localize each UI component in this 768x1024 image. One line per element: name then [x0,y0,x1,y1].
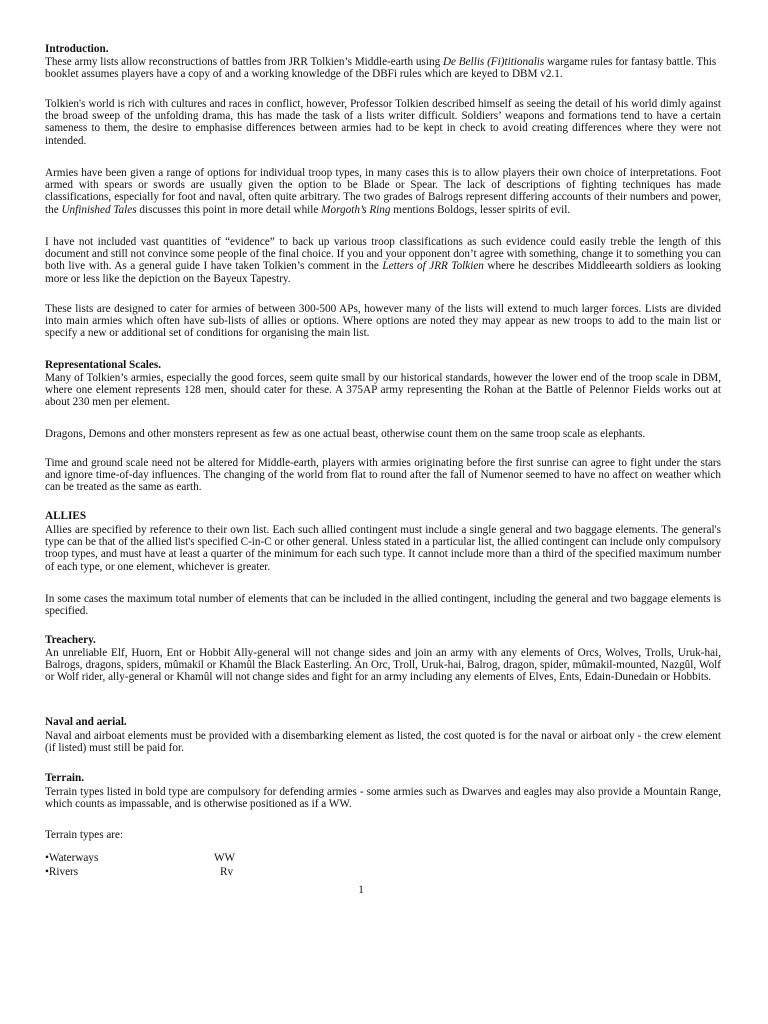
terrain-type-abbr: Rv [220,866,234,878]
naval-paragraph: Naval and airboat elements must be provided with a disembarking element as listed, the cost quoted is for the naval or airboat only - the crew element (if listed) must still be paid for. [45,730,721,755]
scales-paragraph-3: Time and ground scale need not be altered for Middle-earth, players with armies originating before the first sunrise can agree to fight under the stars and ignore time-of-day influences. The changing of the world from flat to round after the fall of Numenor seemed to have no affect on weather which can be treated as the same as earth. [45,457,721,494]
terrain-type-name: •Rivers [45,866,79,878]
representational-scales-heading: Representational Scales. [45,359,162,371]
introduction-heading: Introduction. [45,43,109,55]
terrain-heading: Terrain. [45,772,85,784]
intro-paragraph-4: I have not included vast quantities of “evidence” to back up various troop classifications as such evidence could easily treble the length of this document and still not convince some people of the final choice. If you and your opponent don’t agree with something, change it to something you can both live with. As a general guide I have taken Tolkien’s comment in the Letters of JRR Tolkien where he describes Middleearth soldiers as looking more or less like the depiction on the Bayeux Tapestry. [45,236,721,285]
terrain-type-name: •Waterways [45,852,99,864]
page-number: 1 [358,884,364,896]
terrain-type-abbr: WW [214,852,236,864]
terrain-types-intro: Terrain types are: [45,829,124,841]
treachery-paragraph: An unreliable Elf, Huorn, Ent or Hobbit Ally-general will not change sides and join an army with any elements of Orcs, Wolves, Trolls, Uruk-hai, Balrogs, dragons, spiders, mûmakil or Khamûl the Black Easterling. An Orc, Troll, Uruk-hai, Balrog, dragon, spider, mûmakil-mounted, Nazgûl, Wolf or Wolf rider, ally-general or Khamûl will not change sides and fight for an army including any elements of Elves, Ents, Edain-Dunedain or Hobbits. [45,647,721,684]
scales-paragraph-2: Dragons, Demons and other monsters represent as few as one actual beast, otherwise count them on the same troop scale as elephants. [45,428,646,440]
allies-paragraph-2: In some cases the maximum total number of elements that can be included in the allied contingent, including the general and two baggage elements is specified. [45,593,721,618]
terrain-paragraph: Terrain types listed in bold type are compulsory for defending armies - some armies such as Dwarves and eagles may also provide a Mountain Range, which counts as impassable, and is otherwise positioned as if a WW. [45,786,721,811]
allies-paragraph-1: Allies are specified by reference to their own list. Each such allied contingent must include a single general and two baggage elements. The general's type can be that of the allied list's specified C-in-C or other general. Unless stated in a particular list, the allied contingent can include only compulsory troop types, and must have at least a quarter of the minimum for each such type. It cannot include more than a third of the specified maximum number of each type, or one element, whichever is greater. [45,524,721,573]
naval-aerial-heading: Naval and aerial. [45,716,127,728]
intro-paragraph-3: Armies have been given a range of options for individual troop types, in many cases this is to allow players their own choice of interpretations. Foot armed with spears or swords are usually given the option to be Blade or Spear. The lack of descriptions of fighting techniques has made classifications, especially for foot and naval, often quite arbitrary. The two grades of Balrogs represent differing accounts of their numbers and power, the Unfinished Tales discusses this point in more detail while Morgoth’s Ring mentions Boldogs, lesser spirits of evil. [45,167,721,216]
intro-paragraph-2: Tolkien's world is rich with cultures and races in conflict, however, Professor Tolkien described himself as seeing the detail of his world dimly against the broad sweep of the unfolding drama, this has made the task of a lists writer difficult. Soldiers’ weapons and formations tend to have a certain sameness to them, the desire to emphasise differences between armies had to be kept in check to avoid creating differences where they were not intended. [45,98,721,147]
treachery-heading: Treachery. [45,634,96,646]
allies-heading: ALLIES [45,510,87,522]
intro-paragraph-5: These lists are designed to cater for armies of between 300-500 APs, however many of the lists will extend to much larger forces. Lists are divided into main armies which often have sub-lists of allies or options. Where options are noted they may appear as new troops to add to the main list or specify a new or additional set of conditions for organising the main list. [45,303,721,340]
intro-paragraph-1: These army lists allow reconstructions of battles from JRR Tolkien’s Middle-earth using De Bellis (Fi)titionalis wargame rules for fantasy battle. This booklet assumes players have a copy of and a working knowledge of the DBFi rules which are keyed to DBM v2.1. [45,56,717,81]
scales-paragraph-1: Many of Tolkien’s armies, especially the good forces, seem quite small by our historical standards, however the lower end of the troop scale in DBM, where one element represents 128 men, should cater for these. A 375AP army representing the Rohan at the Battle of Pelennor Fields works out at about 230 men per element. [45,372,721,409]
